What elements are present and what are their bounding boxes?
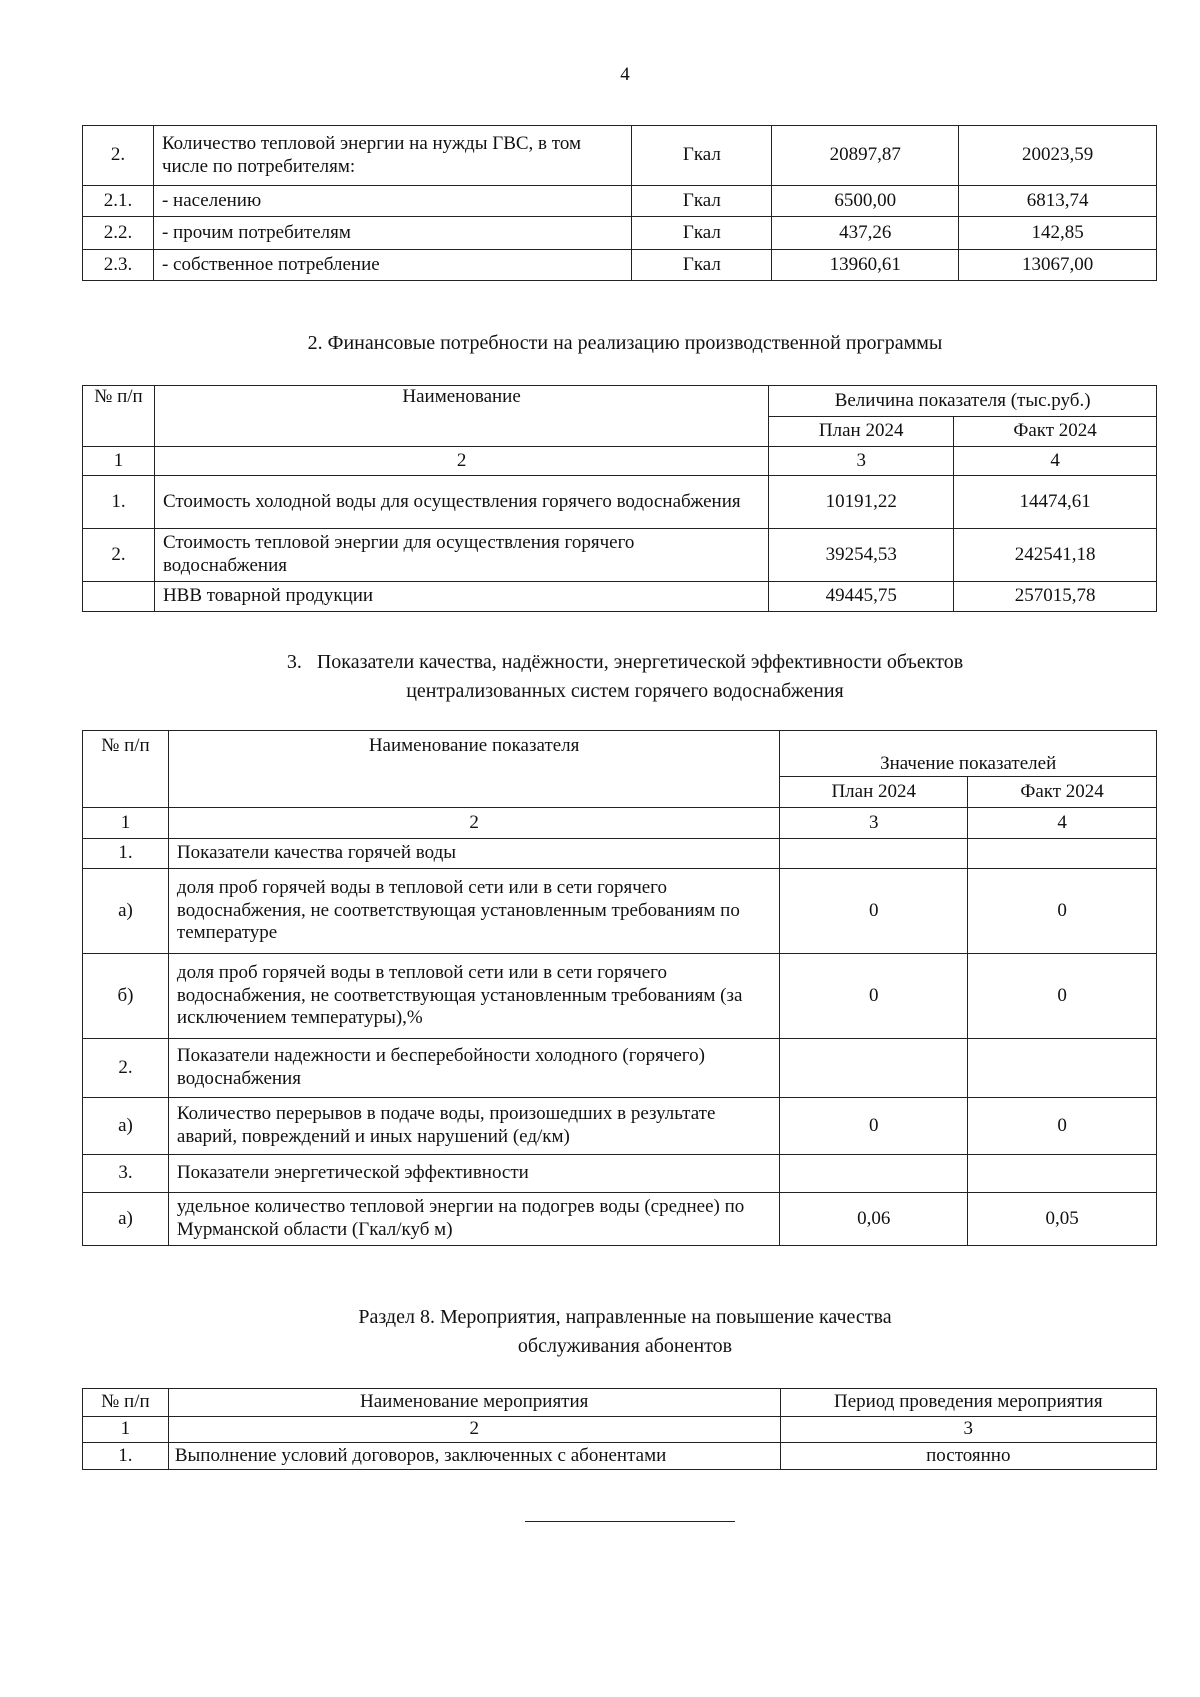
section8-title	[0, 1303, 1200, 1361]
row-period: постоянно	[780, 1443, 1156, 1470]
section3-title	[0, 648, 1200, 706]
row-plan	[780, 839, 968, 869]
row-fact	[968, 839, 1157, 869]
row-plan: 13960,61	[772, 250, 959, 281]
table-row	[83, 1193, 1157, 1246]
row-name: Выполнение условий договоров, заключенных с абонентами	[168, 1443, 780, 1470]
row-plan: 49445,75	[769, 582, 954, 612]
table-row	[83, 1443, 1157, 1470]
header-row	[83, 386, 1157, 417]
row-number	[83, 582, 155, 612]
column-number-row	[83, 808, 1157, 839]
header-num: № п/п	[83, 1389, 169, 1417]
col-number: 3	[769, 447, 954, 476]
section8-title-line2: обслуживания абонентов	[517, 1335, 733, 1357]
column-number-row	[83, 1417, 1157, 1443]
table-row	[83, 954, 1157, 1039]
header-fact: Факт 2024	[968, 777, 1157, 808]
row-number: а)	[83, 869, 169, 954]
row-number: 1.	[83, 839, 169, 869]
row-fact: 242541,18	[954, 529, 1157, 582]
row-number: 2.	[83, 1039, 169, 1098]
row-name: доля проб горячей воды в тепловой сети или в сети горячего водоснабжения, не соответствующая установленным требованиям (за исключением температуры),%	[168, 954, 779, 1039]
table-row	[83, 250, 1157, 281]
section3-title-line2: централизованных систем горячего водоснабжения	[406, 680, 844, 702]
row-name: Количество тепловой энергии на нужды ГВС, в том числе по потребителям:	[153, 126, 631, 186]
row-plan: 6500,00	[772, 186, 959, 217]
row-name: - собственное потребление	[153, 250, 631, 281]
row-number: а)	[83, 1193, 169, 1246]
row-plan	[780, 1155, 968, 1193]
col-number: 2	[168, 808, 779, 839]
header-period: Период проведения мероприятия	[780, 1389, 1156, 1417]
col-number: 1	[83, 447, 155, 476]
row-number: 2.	[83, 529, 155, 582]
row-name: удельное количество тепловой энергии на подогрев воды (среднее) по Мурманской области (Гкал/куб м)	[168, 1193, 779, 1246]
row-fact: 14474,61	[954, 476, 1157, 529]
row-fact: 6813,74	[959, 186, 1157, 217]
row-plan: 0	[780, 1098, 968, 1155]
quality-indicators-table	[82, 730, 1157, 1246]
header-fact: Факт 2024	[954, 417, 1157, 447]
row-fact	[968, 1155, 1157, 1193]
header-plan: План 2024	[780, 777, 968, 808]
table-row	[83, 529, 1157, 582]
row-name: Показатели качества горячей воды	[168, 839, 779, 869]
row-name: Стоимость тепловой энергии для осуществления горячего водоснабжения	[154, 529, 768, 582]
table-row	[83, 839, 1157, 869]
row-number: 2.	[83, 126, 154, 186]
row-plan	[780, 1039, 968, 1098]
row-unit: Гкал	[632, 217, 772, 250]
col-number: 3	[780, 808, 968, 839]
header-name: Наименование показателя	[168, 731, 779, 808]
col-number: 4	[968, 808, 1157, 839]
customer-measures-table	[82, 1388, 1157, 1470]
section2-title: 2. Финансовые потребности на реализацию производственной программы	[307, 332, 943, 354]
table-row	[83, 126, 1157, 186]
row-plan: 0	[780, 869, 968, 954]
table-row	[83, 1039, 1157, 1098]
row-number: 2.2.	[83, 217, 154, 250]
table-row	[83, 476, 1157, 529]
section3-title-line1: 3. Показатели качества, надёжности, энергетической эффективности объектов	[286, 651, 964, 673]
col-number: 4	[954, 447, 1157, 476]
row-plan: 39254,53	[769, 529, 954, 582]
row-number: 2.3.	[83, 250, 154, 281]
row-fact: 20023,59	[959, 126, 1157, 186]
table-row	[83, 217, 1157, 250]
col-number: 2	[168, 1417, 780, 1443]
row-plan: 10191,22	[769, 476, 954, 529]
row-name: НВВ товарной продукции	[154, 582, 768, 612]
row-number: 3.	[83, 1155, 169, 1193]
row-name: - населению	[153, 186, 631, 217]
table-row	[83, 869, 1157, 954]
row-unit: Гкал	[632, 126, 772, 186]
row-number: 1.	[83, 1443, 169, 1470]
header-num: № п/п	[83, 386, 155, 447]
row-name: - прочим потребителям	[153, 217, 631, 250]
header-num: № п/п	[83, 731, 169, 808]
row-fact: 13067,00	[959, 250, 1157, 281]
row-fact: 0	[968, 1098, 1157, 1155]
financial-needs-table	[82, 385, 1157, 612]
header-plan: План 2024	[769, 417, 954, 447]
header-value-group: Величина показателя (тыс.руб.)	[769, 386, 1157, 417]
header-value-group: Значение показателей	[780, 731, 1157, 777]
row-number: 2.1.	[83, 186, 154, 217]
row-fact: 0	[968, 954, 1157, 1039]
row-fact: 142,85	[959, 217, 1157, 250]
col-number: 3	[780, 1417, 1156, 1443]
header-name: Наименование	[154, 386, 768, 447]
header-row	[83, 731, 1157, 777]
table-row	[83, 1098, 1157, 1155]
row-plan: 0,06	[780, 1193, 968, 1246]
page-number: 4	[620, 64, 630, 85]
row-fact	[968, 1039, 1157, 1098]
header-row	[83, 1389, 1157, 1417]
row-fact: 257015,78	[954, 582, 1157, 612]
table-row	[83, 582, 1157, 612]
row-plan: 0	[780, 954, 968, 1039]
row-number: 1.	[83, 476, 155, 529]
row-plan: 437,26	[772, 217, 959, 250]
row-unit: Гкал	[632, 250, 772, 281]
row-plan: 20897,87	[772, 126, 959, 186]
row-name: Стоимость холодной воды для осуществления горячего водоснабжения	[154, 476, 768, 529]
row-fact: 0,05	[968, 1193, 1157, 1246]
row-number: б)	[83, 954, 169, 1039]
col-number: 1	[83, 1417, 169, 1443]
heat-energy-table	[82, 125, 1157, 281]
row-name: Количество перерывов в подаче воды, произошедших в результате аварий, повреждений и иных нарушений (ед/км)	[168, 1098, 779, 1155]
table-row	[83, 186, 1157, 217]
row-number: а)	[83, 1098, 169, 1155]
header-name: Наименование мероприятия	[168, 1389, 780, 1417]
table-row	[83, 1155, 1157, 1193]
row-name: Показатели энергетической эффективности	[168, 1155, 779, 1193]
row-unit: Гкал	[632, 186, 772, 217]
col-number: 1	[83, 808, 169, 839]
column-number-row	[83, 447, 1157, 476]
section8-title-line1: Раздел 8. Мероприятия, направленные на повышение качества	[358, 1306, 892, 1328]
closing-rule	[525, 1521, 735, 1522]
row-fact: 0	[968, 869, 1157, 954]
row-name: доля проб горячей воды в тепловой сети или в сети горячего водоснабжения, не соответствующая установленным требованиям по температуре	[168, 869, 779, 954]
row-name: Показатели надежности и бесперебойности холодного (горячего) водоснабжения	[168, 1039, 779, 1098]
col-number: 2	[154, 447, 768, 476]
